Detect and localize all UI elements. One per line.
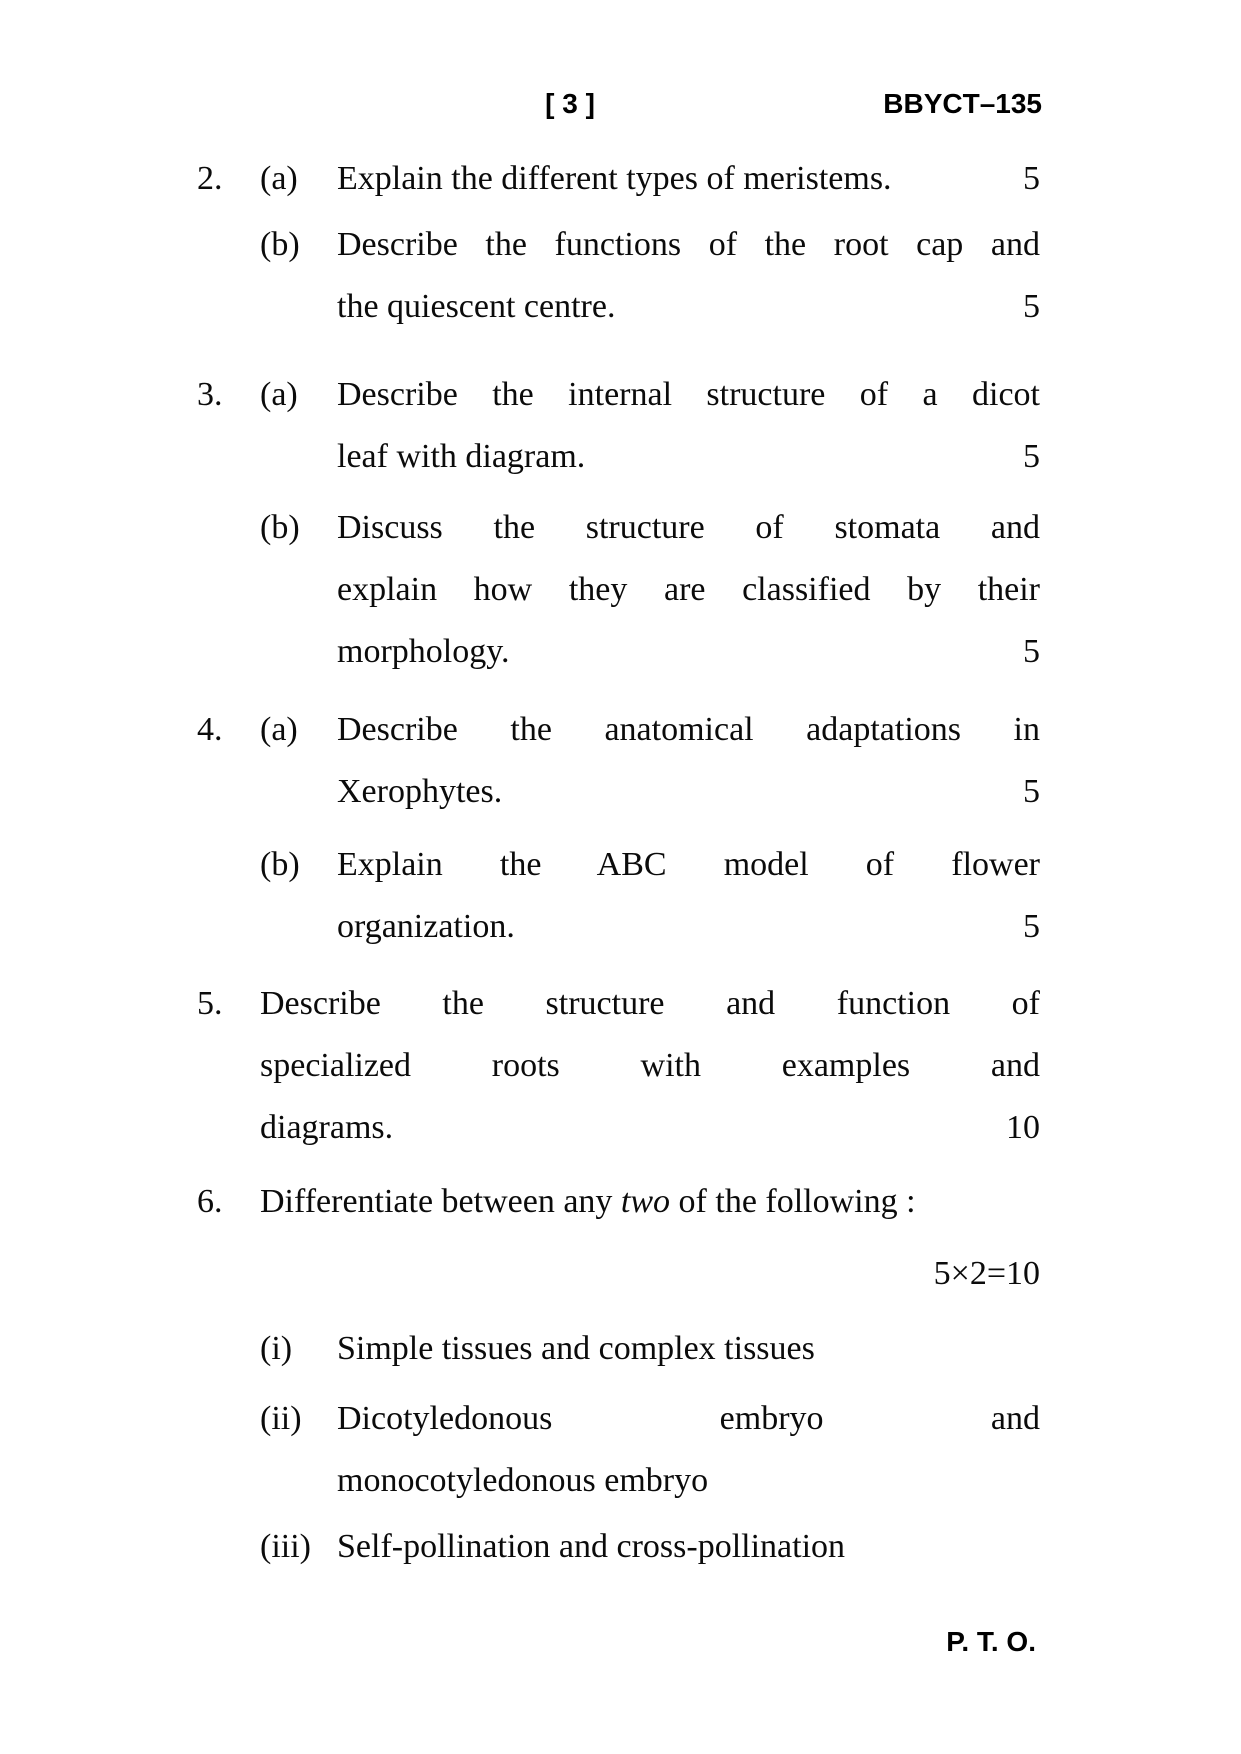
question-2a: [197, 148, 1040, 210]
question-text: Xerophytes.: [337, 773, 503, 810]
text-line: [260, 1171, 1040, 1233]
question-2b: [197, 214, 1040, 338]
text-line: Discuss the structure of stomata and: [337, 509, 1040, 546]
part-body: [337, 148, 1040, 210]
marks-value: 5: [1023, 160, 1040, 197]
question-6-item-iii: [197, 1516, 1040, 1578]
part-label: (b): [260, 846, 300, 883]
question-4a: [197, 699, 1040, 823]
text-line: explain how they are classified by their: [337, 571, 1040, 608]
marks-value: 5: [1023, 773, 1040, 810]
part-label: (b): [260, 509, 300, 546]
emphasized-word: two: [620, 1183, 671, 1220]
part-body: [337, 1516, 1040, 1578]
pto-footer: P. T. O.: [946, 1626, 1036, 1657]
part-label: (a): [260, 711, 298, 748]
part-body: [337, 1318, 1040, 1380]
part-body: [337, 1388, 1040, 1512]
question-number: 5.: [197, 985, 223, 1022]
question-number: 6.: [197, 1183, 223, 1220]
item-label: (iii): [260, 1528, 311, 1565]
question-text: of the following :: [670, 1183, 916, 1220]
question-3a: [197, 364, 1040, 488]
page-number: [ 3 ]: [545, 88, 595, 119]
part-label: (a): [260, 160, 298, 197]
question-text: organization.: [337, 908, 515, 945]
text-line: Describe the anatomical adaptations in: [337, 711, 1040, 748]
text-line: Explain the ABC model of flower: [337, 846, 1040, 883]
text-line: specialized roots with examples and: [260, 1047, 1040, 1084]
text-line: [337, 426, 1040, 488]
part-body: [260, 973, 1040, 1159]
text-line: Self-pollination and cross-pollination: [337, 1528, 846, 1565]
text-line: [337, 276, 1040, 338]
question-6-item-ii: [197, 1388, 1040, 1512]
part-body: [337, 364, 1040, 488]
marks-value: 5: [1023, 438, 1040, 475]
marks-scheme: 5×2=10: [933, 1255, 1040, 1292]
question-text: diagrams.: [260, 1109, 394, 1146]
question-text: Explain the different types of meristems.: [337, 160, 892, 197]
text-line: [337, 148, 1040, 210]
part-body: [337, 497, 1040, 683]
text-line: [337, 621, 1040, 683]
text-line: [337, 761, 1040, 823]
part-body: [337, 699, 1040, 823]
text-line: monocotyledonous embryo: [337, 1462, 709, 1499]
question-3b: [197, 497, 1040, 683]
text-line: Describe the structure and function of: [260, 985, 1040, 1022]
item-label: (ii): [260, 1400, 302, 1437]
marks-value: 10: [1006, 1109, 1040, 1146]
marks-value: 5: [1023, 633, 1040, 670]
question-5: [197, 973, 1040, 1159]
text-line: Describe the internal structure of a dicot: [337, 376, 1040, 413]
part-label: (b): [260, 226, 300, 263]
text-line: Describe the functions of the root cap and: [337, 226, 1040, 263]
question-text: leaf with diagram.: [337, 438, 586, 475]
part-body: [260, 1171, 1040, 1233]
question-number: 2.: [197, 160, 223, 197]
text-line: [260, 1097, 1040, 1159]
marks-value: 5: [1023, 908, 1040, 945]
question-text: the quiescent centre.: [337, 288, 616, 325]
part-label: (a): [260, 376, 298, 413]
part-body: [337, 214, 1040, 338]
question-text: Differentiate between any: [260, 1183, 621, 1220]
question-6-item-i: [197, 1318, 1040, 1380]
question-number: 3.: [197, 376, 223, 413]
question-text: morphology.: [337, 633, 510, 670]
question-6: [197, 1171, 1040, 1233]
paper-code: BBYCT–135: [883, 88, 1042, 119]
text-line: Dicotyledonous embryo and: [337, 1400, 1040, 1437]
question-4b: [197, 834, 1040, 958]
part-body: [337, 834, 1040, 958]
marks-value: 5: [1023, 288, 1040, 325]
text-line: Simple tissues and complex tissues: [337, 1330, 815, 1367]
question-number: 4.: [197, 711, 223, 748]
text-line: [337, 896, 1040, 958]
item-label: (i): [260, 1330, 293, 1367]
